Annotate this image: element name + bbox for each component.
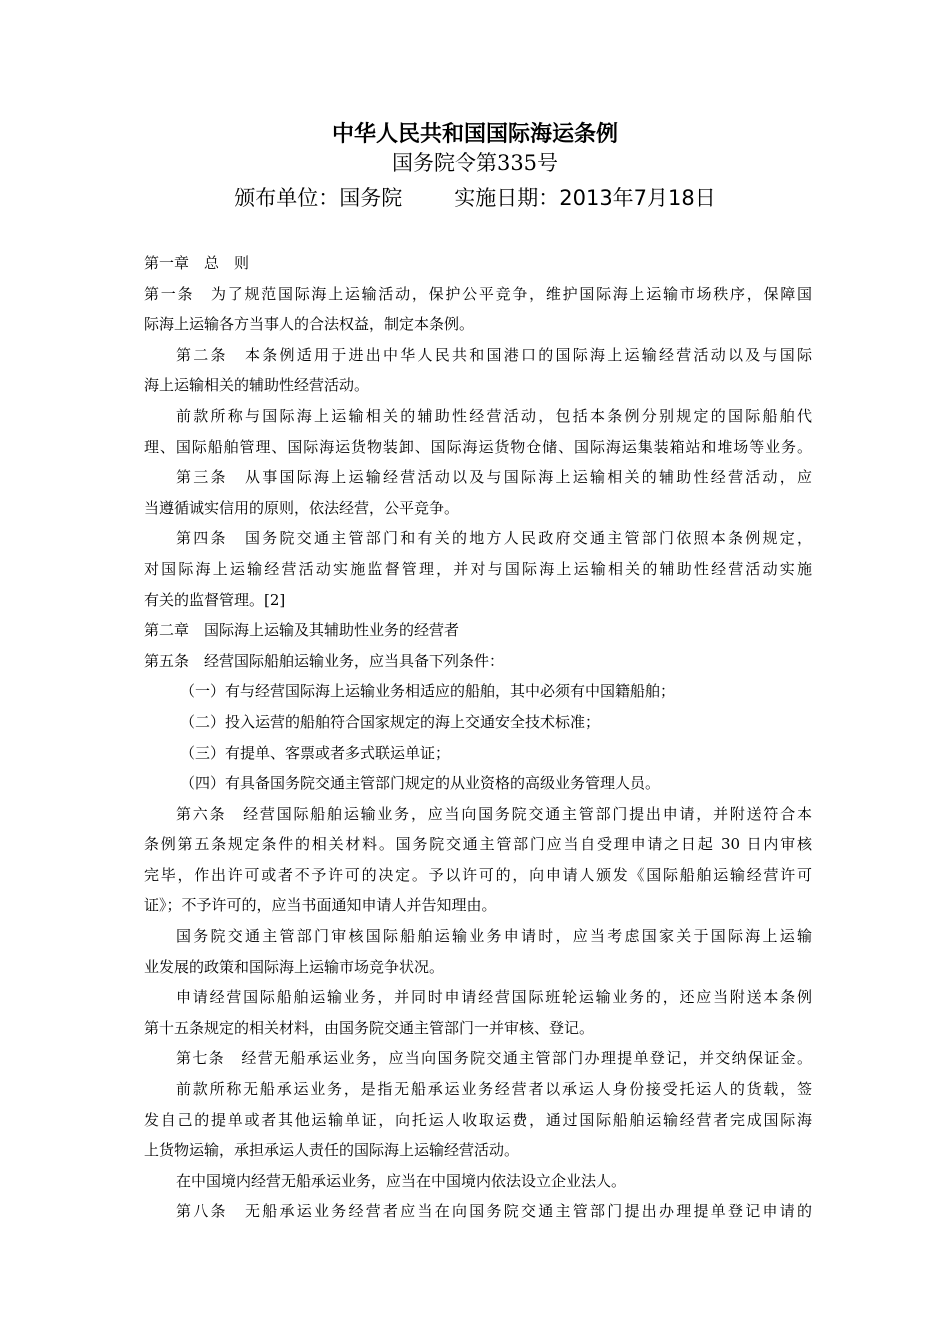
text-line: 申请经营国际船舶运输业务，并同时申请经营国际班轮运输业务的，还应当附送本条例: [176, 988, 812, 1007]
decree-number: 国务院令第335号: [391, 151, 559, 175]
chapter-heading: 第一章 总 则: [144, 254, 250, 272]
text-line: 第一条 为了规范国际海上运输活动，保护公平竞争，维护国际海上运输市场秩序，保障国: [144, 284, 812, 303]
document-title: 中华人民共和国国际海运条例: [331, 122, 618, 147]
issuer: 颁布单位：国务院: [234, 186, 403, 210]
list-item: （二）投入运营的船舶符合国家规定的海上交通安全技术标准；: [180, 712, 601, 731]
chapter-heading: 第二章 国际海上运输及其辅助性业务的经营者: [144, 621, 460, 640]
text-line: 国务院交通主管部门审核国际船舶运输业务申请时，应当考虑国家关于国际海上运输: [176, 927, 812, 946]
text-line: 第三条 从事国际海上运输经营活动以及与国际海上运输相关的辅助性经营活动，应: [176, 468, 812, 487]
text-line: 业发展的政策和国际海上运输市场竞争状况。: [144, 957, 445, 976]
text-line: 发自己的提单或者其他运输单证，向托运人收取运费，通过国际船舶运输经营者完成国际海: [144, 1110, 812, 1129]
text-line: 第六条 经营国际船舶运输业务，应当向国务院交通主管部门提出申请，并附送符合本: [176, 804, 812, 823]
text-line: 第二条 本条例适用于进出中华人民共和国港口的国际海上运输经营活动以及与国际: [176, 345, 812, 364]
text-line: 际海上运输各方当事人的合法权益，制定本条例。: [144, 315, 475, 334]
text-line: 完毕，作出许可或者不予许可的决定。予以许可的，向申请人颁发《国际船舶运输经营许可: [144, 865, 812, 884]
list-item: （四）有具备国务院交通主管部门规定的从业资格的高级业务管理人员。: [180, 774, 661, 793]
text-line: 当遵循诚实信用的原则，依法经营，公平竞争。: [144, 498, 460, 517]
text-line: 有关的监督管理。[2]: [144, 590, 286, 609]
text-line: 第八条 无船承运业务经营者应当在向国务院交通主管部门提出办理提单登记申请的: [176, 1202, 812, 1221]
text-line: 前款所称无船承运业务，是指无船承运业务经营者以承运人身份接受托运人的货载，签: [176, 1080, 812, 1099]
text-line: 在中国境内经营无船承运业务，应当在中国境内依法设立企业法人。: [176, 1171, 627, 1190]
text-line: 第五条 经营国际船舶运输业务，应当具备下列条件：: [144, 651, 505, 670]
text-line: 上货物运输，承担承运人责任的国际海上运输经营活动。: [144, 1141, 520, 1160]
text-line: 第七条 经营无船承运业务，应当向国务院交通主管部门办理提单登记，并交纳保证金。: [176, 1049, 812, 1068]
text-line: 证》；不予许可的，应当书面通知申请人并告知理由。: [144, 896, 497, 915]
text-line: 第十五条规定的相关材料，由国务院交通主管部门一并审核、登记。: [144, 1018, 595, 1037]
list-item: （一）有与经营国际海上运输业务相适应的船舶，其中必须有中国籍船舶；: [180, 682, 676, 701]
effective-date: 实施日期：2013年7月18日: [454, 186, 716, 210]
text-line: 对国际海上运输经营活动实施监督管理，并对与国际海上运输相关的辅助性经营活动实施: [144, 559, 812, 578]
text-line: 海上运输相关的辅助性经营活动。: [144, 376, 370, 395]
issuer-line: [0, 183, 950, 213]
text-line: 前款所称与国际海上运输相关的辅助性经营活动，包括本条例分别规定的国际船舶代: [176, 406, 812, 425]
list-item: （三）有提单、客票或者多式联运单证；: [180, 743, 451, 762]
document-body: [144, 248, 812, 1227]
text-line: 理、国际船舶管理、国际海运货物装卸、国际海运货物仓储、国际海运集装箱站和堆场等业务。: [144, 437, 812, 456]
text-line: 条例第五条规定条件的相关材料。国务院交通主管部门应当自受理申请之日起 30 日内审核: [144, 835, 812, 854]
text-line: 第四条 国务院交通主管部门和有关的地方人民政府交通主管部门依照本条例规定，: [176, 529, 812, 548]
